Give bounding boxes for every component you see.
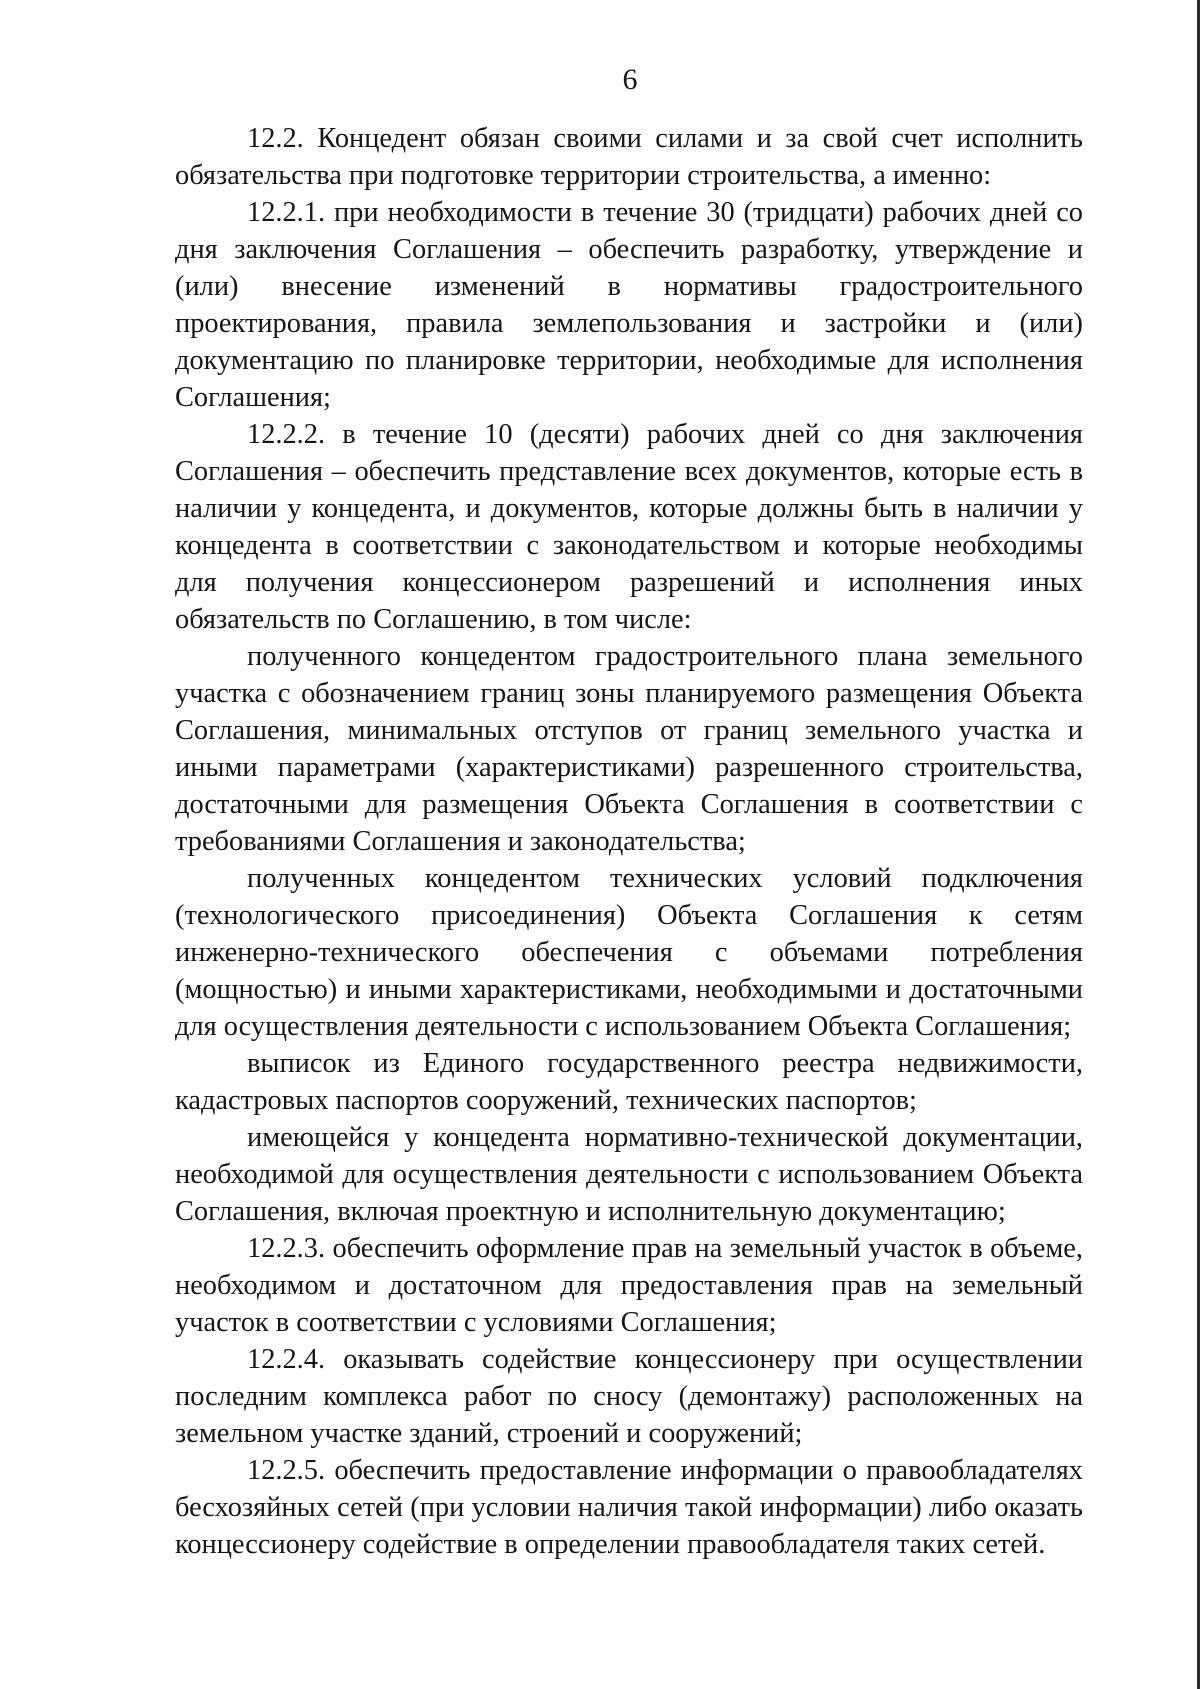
paragraph-technical-conditions: полученных концедентом технических условий подключения (технологического присоединения) Объекта Соглашения к сетям инженерно-технического обеспечения с объемами потребления (мощностью) и иными характеристиками, необходимыми и достаточными для осуществления деятельности с использованием Объекта Соглашения; [175,863,1083,1042]
paragraph-12-2-1: 12.2.1. при необходимости в течение 30 (тридцати) рабочих дней со дня заключения Соглашения – обеспечить разработку, утверждение и (или) внесение изменений в нормативы градостроительного проектирования, правила землепользования и застройки и (или) документацию по планировке территории, необходимые для исполнения Соглашения; [175,197,1083,413]
paragraph-12-2-3: 12.2.3. обеспечить оформление прав на земельный участок в объеме, необходимом и достаточном для предоставления прав на земельный участок в соответствии с условиями Соглашения; [175,1233,1083,1338]
paragraph-registry-extracts: выписок из Единого государственного реестра недвижимости, кадастровых паспортов сооружений, технических паспортов; [175,1048,1083,1116]
page-number: 6 [622,63,638,96]
paragraph-technical-documentation: имеющейся у концедента нормативно-технической документации, необходимой для осуществления деятельности с использованием Объекта Соглашения, включая проектную и исполнительную документацию; [175,1122,1083,1227]
paragraph-12-2-5: 12.2.5. обеспечить предоставление информации о правообладателях бесхозяйных сетей (при условии наличия такой информации) либо оказать концессионеру содействие в определении правообладателя таких сетей. [175,1455,1083,1560]
document-body [175,120,1083,1563]
paragraph-12-2-4: 12.2.4. оказывать содействие концессионеру при осуществлении последним комплекса работ по сносу (демонтажу) расположенных на земельном участке зданий, строений и сооружений; [175,1344,1083,1449]
paragraph-urban-plan: полученного концедентом градостроительного плана земельного участка с обозначением границ зоны планируемого размещения Объекта Соглашения, минимальных отступов от границ земельного участка и иными параметрами (характеристиками) разрешенного строительства, достаточными для размещения Объекта Соглашения в соответствии с требованиями Соглашения и законодательства; [175,641,1083,857]
paragraph-12-2-2: 12.2.2. в течение 10 (десяти) рабочих дней со дня заключения Соглашения – обеспечить представление всех документов, которые есть в наличии у концедента, и документов, которые должны быть в наличии у концедента в соответствии с законодательством и которые необходимы для получения концессионером разрешений и исполнения иных обязательств по Соглашению, в том числе: [175,419,1083,635]
paragraph-12-2: 12.2. Концедент обязан своими силами и за свой счет исполнить обязательства при подготовке территории строительства, а именно: [175,123,1083,191]
